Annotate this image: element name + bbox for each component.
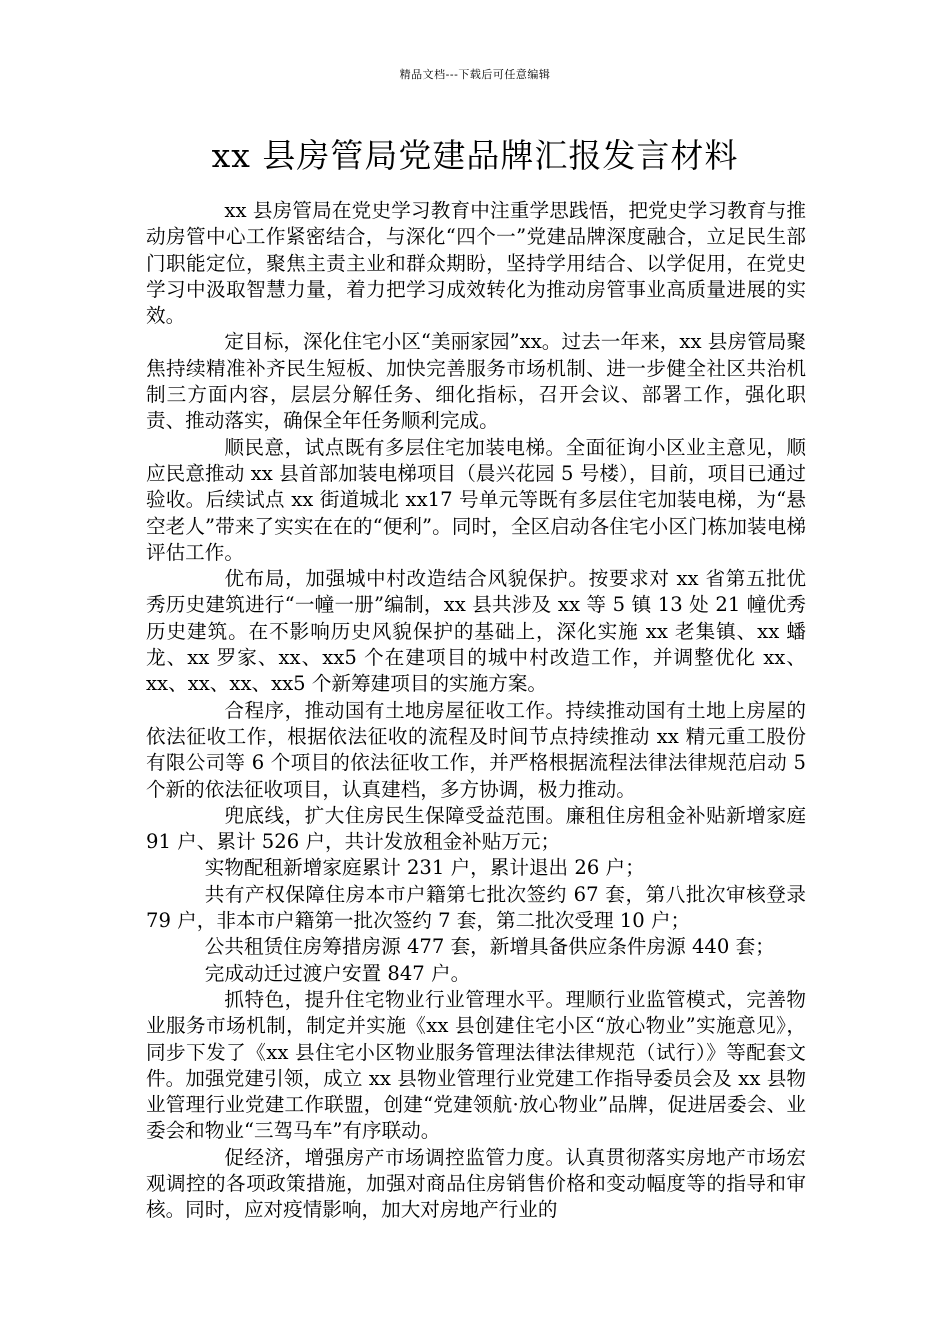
paragraph-safety-net: 兜底线，扩大住房民生保障受益范围。廉租住房租金补贴新增家庭 91 户、累计 526 户，共计发放租金补贴万元； — [146, 803, 806, 854]
document-body — [146, 198, 806, 1224]
paragraph-elevator: 顺民意，试点既有多层住宅加装电梯。全面征询小区业主意见，顺应民意推动 xx 县首部加装电梯项目（晨兴花园 5 号楼），目前，项目已通过验收。后续试点 xx 街道城北 xx17 号单元等既有多层住宅加装电梯，为“悬空老人”带来了实实在在的“便利”。同时，全区启动各住宅小区门栋加装电梯评估工作。 — [146, 435, 806, 564]
paragraph-public-rental: 公共租赁住房筹措房源 477 套，新增具备供应条件房源 440 套； — [204, 935, 775, 959]
paragraph-relocation: 完成动迁过渡户安置 847 户。 — [204, 961, 471, 985]
paragraph-goal: 定目标，深化住宅小区“美丽家园”xx。过去一年来，xx 县房管局聚焦持续精准补齐民生短板、加快完善服务市场机制、进一步健全社区共治机制三方面内容，层层分解任务、细化指标，召开会议、部署工作，强化职责、推动落实，确保全年任务顺利完成。 — [146, 330, 806, 433]
paragraph-rental-housing: 实物配租新增家庭累计 231 户，累计退出 26 户； — [204, 856, 645, 880]
paragraph-procedure: 合程序，推动国有土地房屋征收工作。持续推动国有土地上房屋的依法征收工作，根据依法征收的流程及时间节点持续推动 xx 精元重工股份有限公司等 6 个项目的依法征收工作，并严格根据流程法律法律规范启动 5 个新的依法征收项目，认真建档，多方协调，极力推动。 — [146, 698, 806, 801]
paragraph-shared-ownership: 共有产权保障住房本市户籍第七批次签约 67 套，第八批次审核登录 79 户，非本市户籍第一批次签约 7 套，第二批次受理 10 户； — [146, 882, 806, 933]
header-note: 精品文档---下载后可任意编辑 — [399, 68, 551, 81]
paragraph-property-management: 抓特色，提升住宅物业行业管理水平。理顺行业监管模式，完善物业服务市场机制，制定并实施《xx 县创建住宅小区“放心物业”实施意见》，同步下发了《xx 县住宅小区物业服务管理法律法律规范（试行）》等配套文件。加强党建引领，成立 xx 县物业管理行业党建工作指导委员会及 xx 县物业管理行业党建工作联盟，创建“党建领航·放心物业”品牌，促进居委会、业委会和物业“三驾马车”有序联动。 — [146, 987, 806, 1143]
paragraph-layout: 优布局，加强城中村改造结合风貌保护。按要求对 xx 省第五批优秀历史建筑进行“一幢一册”编制，xx 县共涉及 xx 等 5 镇 13 处 21 幢优秀历史建筑。在不影响历史风貌保护的基础上，深化实施 xx 老集镇、xx 蟠龙、xx 罗家、xx、xx5 个在建项目的城中村改造工作，并调整优化 xx、xx、xx、xx、xx5 个新筹建项目的实施方案。 — [146, 567, 806, 696]
paragraph-intro: xx 县房管局在党史学习教育中注重学思践悟，把党史学习教育与推动房管中心工作紧密结合，与深化“四个一”党建品牌深度融合，立足民生部门职能定位，聚焦主责主业和群众期盼，坚持学用结合、以学促用，在党史学习中汲取智慧力量，着力把学习成效转化为推动房管事业高质量进展的实效。 — [146, 199, 806, 328]
paragraph-market-regulation: 促经济，增强房产市场调控监管力度。认真贯彻落实房地产市场宏观调控的各项政策措施，加强对商品住房销售价格和变动幅度等的指导和审核。同时，应对疫情影响，加大对房地产行业的 — [146, 1145, 806, 1222]
document-title: xx 县房管局党建品牌汇报发言材料 — [211, 136, 739, 175]
